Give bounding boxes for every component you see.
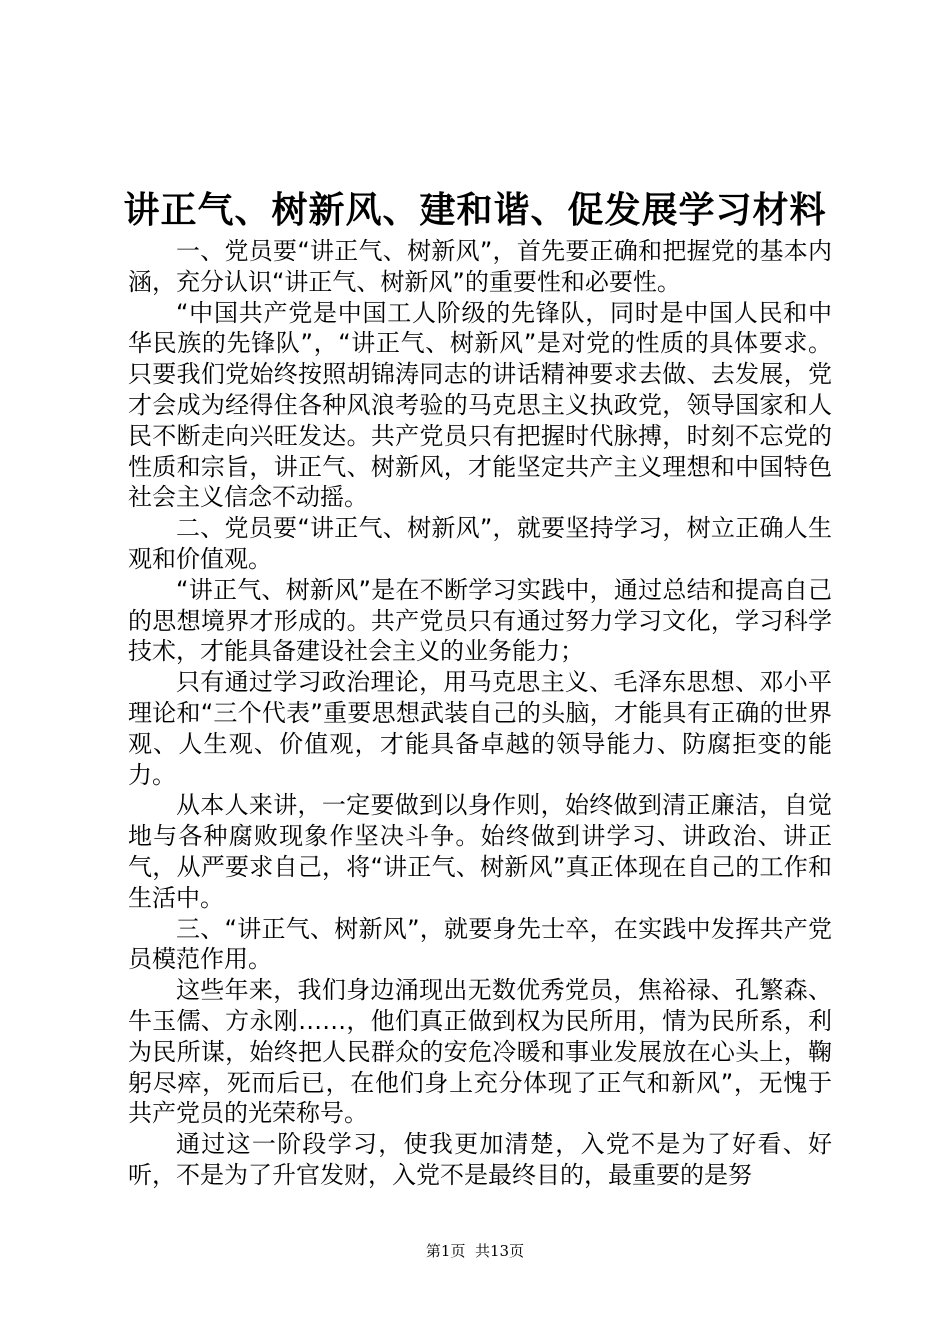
paragraph: 一、党员要“讲正气、树新风”，首先要正确和把握党的基本内涵，充分认识“讲正气、树新风”的重要性和必要性。 <box>128 237 832 296</box>
footer-spacer <box>465 1242 475 1260</box>
paragraph: 这些年来，我们身边涌现出无数优秀党员，焦裕禄、孔繁森、牛玉儒、方永刚……，他们真正做到权为民所用，情为民所系，利为民所谋，始终把人民群众的安危冷暖和事业发展放在心头上，鞠躬尽瘁，死而后已，在他们身上充分体现了正气和新风”，无愧于共产党员的光荣称号。 <box>128 976 832 1128</box>
paragraph: 三、“讲正气、树新风”，就要身先士卒，在实践中发挥共产党员模范作用。 <box>128 914 832 974</box>
paragraph: 从本人来讲，一定要做到以身作则，始终做到清正廉洁，自觉地与各种腐败现象作坚决斗争。始终做到讲学习、讲政治、讲正气，从严要求自己，将“讲正气、树新风”真正体现在自己的工作和生活中。 <box>128 791 832 912</box>
document-body <box>128 236 832 1191</box>
paragraph: “讲正气、树新风”是在不断学习实践中，通过总结和提高自己的思想境界才形成的。共产党员只有通过努力学习文化，学习科学技术，才能具备建设社会主义的业务能力； <box>128 575 832 666</box>
paragraph: 二、党员要“讲正气、树新风”，就要坚持学习，树立正确人生观和价值观。 <box>128 514 832 573</box>
paragraph: 通过这一阶段学习，使我更加清楚，入党不是为了好看、好听，不是为了升官发财，入党不是最终目的，最重要的是努 <box>128 1130 832 1189</box>
paragraph: 只有通过学习政治理论，用马克思主义、毛泽东思想、邓小平理论和“三个代表”重要思想武装自己的头脑，才能具有正确的世界观、人生观、价值观，才能具备卓越的领导能力、防腐拒变的能力。 <box>128 668 832 789</box>
paragraph: “中国共产党是中国工人阶级的先锋队，同时是中国人民和中华民族的先锋队”，“讲正气、树新风”是对党的性质的具体要求。只要我们党始终按照胡锦涛同志的讲话精神要求去做、去发展，党才会成为经得住各种风浪考验的马克思主义执政党，领导国家和人民不断走向兴旺发达。共产党员只有把握时代脉搏，时刻不忘党的性质和宗旨，讲正气、树新风，才能坚定共产主义理想和中国特色社会主义信念不动摇。 <box>128 298 832 512</box>
document-title: 讲正气、树新风、建和谐、促发展学习材料 <box>123 189 827 231</box>
page-total: 共13页 <box>475 1242 525 1260</box>
page-number: 第1页 <box>425 1242 466 1260</box>
page-footer <box>0 1240 950 1261</box>
